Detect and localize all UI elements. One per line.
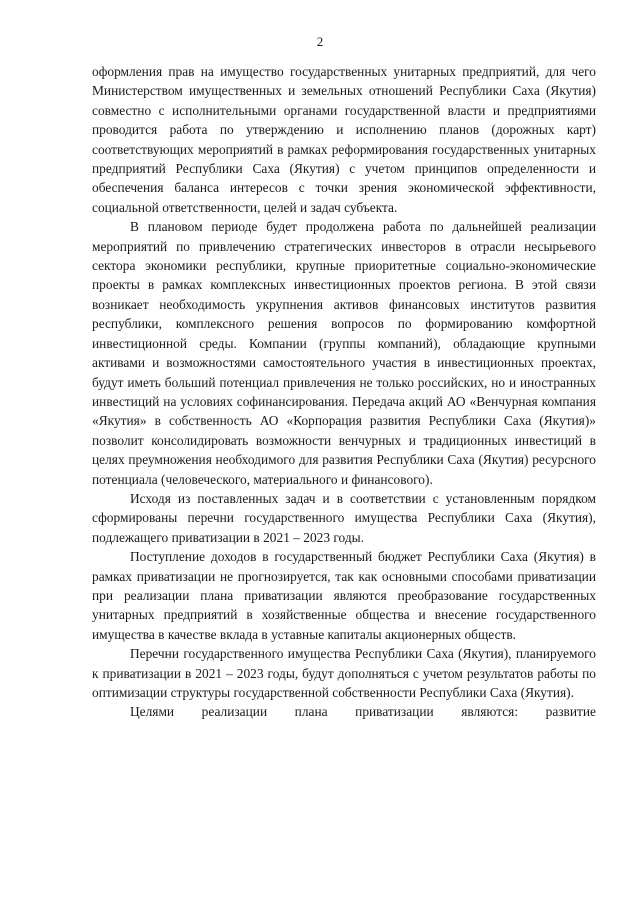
paragraph-privatization-lists: Исходя из поставленных задач и в соответствии с установленным порядком сформированы перечни государственного имущества Республики Саха (Якутия), подлежащего приватизации в 2021 – 2023 годы. [92, 490, 596, 545]
paragraph-lists-supplement: Перечни государственного имущества Республики Саха (Якутия), планируемого к приватизации в 2021 – 2023 годы, будут дополняться с учетом результатов работы по оптимизации структуры государственной собственности Республики Саха (Якутия). [92, 646, 596, 700]
page-number: 2 [316, 34, 324, 49]
paragraph-investors: В плановом периоде будет продолжена работа по дальнейшей реализации мероприятий по привлечению стратегических инвесторов в отрасли несырьевого сектора экономики республики, крупные приоритетные социально-экономические проекты в рамках комплексных инвестиционных проектов региона. В этой связи возникает необходимость укрупнения активов финансовых институтов развития республики, комплексного решения вопросов по формированию комфортной инвестиционной среды. Компании (группы компаний), обладающие крупными активами и возможностями самостоятельного участия в инвестиционных проектах, будут иметь больший потенциал привлечения не только российских, но и иностранных инвестиций на условиях софинансирования. Передача акций АО «Венчурная компания «Якутия» в собственность АО «Корпорация развития Республики Саха (Якутия)» позволит консолидировать возможности венчурных и традиционных инвестиций в целях преумножения необходимого для развития Республики Саха (Якутия) ресурсного потенциала (человеческого, материального и финансового). [92, 219, 596, 487]
paragraph-continuation: оформления прав на имущество государственных унитарных предприятий, для чего Министерством имущественных и земельных отношений Республики Саха (Якутия) совместно с исполнительными органами государственной власти и предприятиями проводится работа по утверждению и исполнению планов (дорожных карт) соответствующих мероприятий в рамках реформирования государственных унитарных предприятий Республики Саха (Якутия) с учетом принципов определенности и обеспечения баланса интересов с точки зрения экономической эффективности, социальной ответственности, целей и задач субъекта. [92, 64, 596, 215]
paragraph-budget-revenue: Поступление доходов в государственный бюджет Республики Саха (Якутия) в рамках приватизации не прогнозируется, так как основными способами приватизации при реализации плана приватизации являются преобразование государственных унитарных предприятий в хозяйственные общества и внесение государственного имущества в качестве вклада в уставные капиталы акционерных обществ. [92, 549, 596, 642]
paragraph-goals: Целями реализации плана приватизации являются: развитие [130, 704, 596, 720]
document-body [92, 62, 596, 722]
